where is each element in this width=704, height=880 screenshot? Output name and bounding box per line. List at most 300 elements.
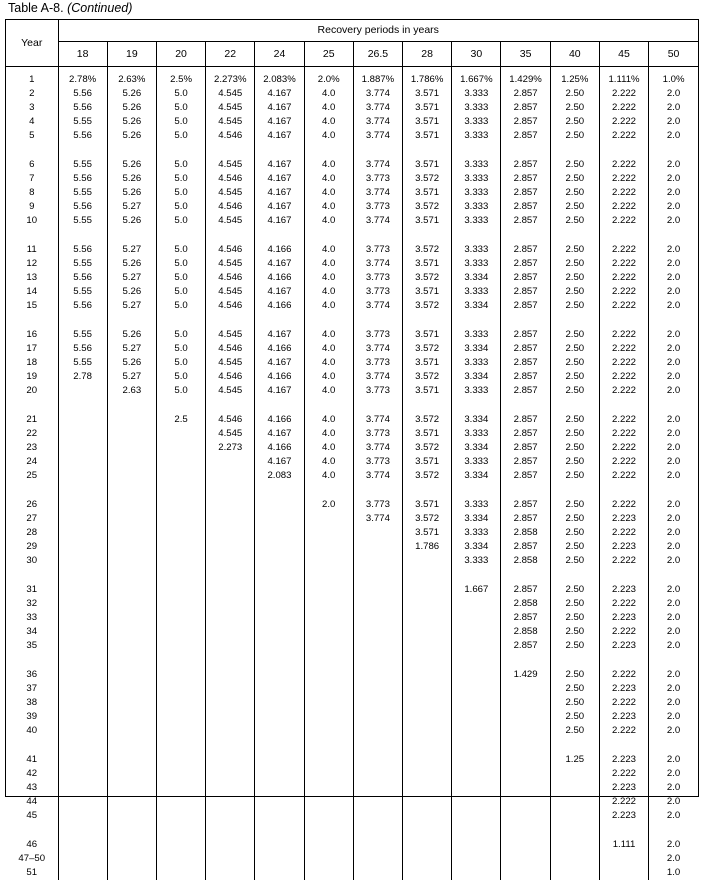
period-column-19-cell: 5.26 <box>122 87 142 99</box>
row-group-gap <box>108 398 156 413</box>
period-column-18-cell <box>59 781 107 795</box>
row-group-gap <box>157 143 205 158</box>
row-group-gap <box>403 228 451 243</box>
period-column-30-cell: 3.333 <box>464 554 489 566</box>
period-column-26-5-cell: 3.774 <box>365 214 390 226</box>
period-column-22-cell <box>206 597 254 611</box>
period-column-19-cell: 5.26 <box>122 356 142 368</box>
period-column-50 <box>649 66 698 880</box>
row-group-gap <box>354 313 402 328</box>
period-column-22-cell: 2.273 <box>218 441 243 453</box>
period-column-19-cell: 5.26 <box>122 158 142 170</box>
period-column-19-cell <box>108 639 156 653</box>
period-column-40-cell <box>551 838 599 852</box>
period-column-19-cell <box>108 710 156 724</box>
header-recovery-periods: Recovery periods in years <box>58 20 698 41</box>
period-column-50-cell: 2.0 <box>666 271 681 283</box>
row-group-gap <box>354 823 402 838</box>
period-column-20-cell <box>157 710 205 724</box>
row-group-gap <box>59 398 107 413</box>
period-column-22-cell: 4.545 <box>218 115 243 127</box>
period-column-28-cell <box>403 611 451 625</box>
period-column-45-cell: 2.222 <box>612 172 637 184</box>
period-column-25 <box>304 66 353 880</box>
year-column-cell: 42 <box>26 767 38 779</box>
period-column-19-cell <box>108 583 156 597</box>
period-column-26-5-cell: 3.773 <box>365 200 390 212</box>
period-column-26-5-cell: 3.774 <box>365 512 390 524</box>
row-group-gap <box>108 143 156 158</box>
period-column-35-cell <box>501 696 549 710</box>
period-column-20-cell: 5.0 <box>174 384 188 396</box>
period-column-25-cell <box>305 838 353 852</box>
period-column-18-cell <box>59 455 107 469</box>
period-column-30-cell: 3.333 <box>464 87 489 99</box>
period-column-26-5-cell: 3.773 <box>365 356 390 368</box>
period-column-25-cell: 4.0 <box>322 186 336 198</box>
period-column-19-cell <box>108 611 156 625</box>
period-column-35-cell: 2.857 <box>513 299 538 311</box>
period-column-20-cell <box>157 540 205 554</box>
period-column-28-cell: 3.572 <box>415 342 440 354</box>
period-column-45-cell: 2.223 <box>612 809 637 821</box>
period-column-20-cell: 5.0 <box>174 186 188 198</box>
row-group-gap <box>551 483 599 498</box>
period-column-26-5-cell <box>354 540 402 554</box>
period-column-22-cell: 4.545 <box>218 257 243 269</box>
year-column-cell: 51 <box>26 866 38 878</box>
period-column-50-cell: 2.0 <box>666 129 681 141</box>
period-column-45-cell: 2.222 <box>612 668 637 680</box>
row-group-gap <box>452 823 500 838</box>
period-column-50-cell: 2.0 <box>666 526 681 538</box>
row-group-gap <box>157 228 205 243</box>
period-column-28-cell: 3.571 <box>415 101 440 113</box>
period-column-20-cell: 2.5% <box>170 73 192 85</box>
period-column-45-cell: 2.222 <box>612 299 637 311</box>
row-group-gap <box>354 483 402 498</box>
period-column-35-cell: 2.857 <box>513 469 538 481</box>
year-column-cell: 6 <box>29 158 35 170</box>
period-column-28-cell: 3.571 <box>415 158 440 170</box>
period-column-40-cell: 2.50 <box>565 299 585 311</box>
period-column-50-cell: 2.0 <box>666 767 681 779</box>
period-column-20-cell <box>157 781 205 795</box>
period-column-50-cell: 2.0 <box>666 285 681 297</box>
period-column-40-cell: 2.50 <box>565 186 585 198</box>
period-column-35-cell <box>501 682 549 696</box>
period-column-35-cell: 2.858 <box>513 526 538 538</box>
period-column-28-cell: 3.572 <box>415 172 440 184</box>
period-column-45-cell: 2.223 <box>612 512 637 524</box>
period-column-24-cell: 4.166 <box>267 441 292 453</box>
row-group-gap <box>501 653 549 668</box>
period-column-18-cell <box>59 413 107 427</box>
row-group-gap <box>649 823 698 838</box>
row-group-gap <box>551 823 599 838</box>
period-column-35-cell <box>501 724 549 738</box>
row-group-gap <box>6 483 58 498</box>
row-group-gap <box>551 228 599 243</box>
period-column-24-cell: 4.167 <box>267 427 292 439</box>
period-column-28-cell <box>403 625 451 639</box>
period-column-28-cell <box>403 682 451 696</box>
row-group-gap <box>551 143 599 158</box>
period-column-24-cell: 4.167 <box>267 384 292 396</box>
row-group-gap <box>206 653 254 668</box>
period-column-25-cell <box>305 795 353 809</box>
period-column-18-cell <box>59 809 107 823</box>
row-group-gap <box>6 738 58 753</box>
period-column-20-cell <box>157 498 205 512</box>
period-column-45-cell: 2.222 <box>612 413 637 425</box>
period-column-20-cell: 5.0 <box>174 299 188 311</box>
period-column-45-cell: 2.222 <box>612 285 637 297</box>
period-column-20-cell: 5.0 <box>174 87 188 99</box>
row-group-gap <box>255 738 303 753</box>
period-column-28-cell: 3.571 <box>415 214 440 226</box>
period-column-28-cell <box>403 597 451 611</box>
period-column-50-cell: 2.0 <box>666 115 681 127</box>
period-column-40-cell: 2.50 <box>565 512 585 524</box>
period-column-26-5-cell <box>354 682 402 696</box>
period-column-45-cell: 2.222 <box>612 271 637 283</box>
period-column-25-cell: 4.0 <box>322 285 336 297</box>
depreciation-table <box>6 20 698 880</box>
period-column-26-5-cell <box>354 781 402 795</box>
period-column-28-cell: 3.571 <box>415 257 440 269</box>
period-column-45-cell: 2.223 <box>612 639 637 651</box>
period-column-45-cell: 2.222 <box>612 696 637 708</box>
year-column-cell: 31 <box>26 583 38 595</box>
period-column-24-cell: 4.167 <box>267 172 292 184</box>
period-column-18-cell: 5.55 <box>73 186 92 198</box>
period-column-19-cell: 5.27 <box>122 342 142 354</box>
row-group-gap <box>157 398 205 413</box>
period-column-22-cell <box>206 710 254 724</box>
caption-continued: (Continued) <box>67 1 133 15</box>
period-column-40-cell: 2.50 <box>565 724 585 736</box>
period-column-19 <box>107 66 156 880</box>
row-group-gap <box>403 568 451 583</box>
period-column-24-cell <box>255 611 303 625</box>
year-column-cell: 14 <box>26 285 38 297</box>
period-column-22-cell <box>206 767 254 781</box>
year-column-cell: 38 <box>26 696 38 708</box>
year-column-cell: 34 <box>26 625 38 637</box>
row-group-gap <box>452 653 500 668</box>
period-column-25-cell <box>305 781 353 795</box>
period-column-45-cell: 2.222 <box>612 115 637 127</box>
period-column-19-cell: 5.27 <box>122 299 142 311</box>
period-column-28-cell <box>403 795 451 809</box>
period-column-24-cell: 4.167 <box>267 455 292 467</box>
period-column-26-5-cell: 3.773 <box>365 498 390 510</box>
period-column-20-cell <box>157 668 205 682</box>
period-column-35-cell: 2.857 <box>513 512 538 524</box>
period-column-35-cell: 2.857 <box>513 540 538 552</box>
period-column-45-cell: 2.222 <box>612 724 637 736</box>
period-column-25-cell: 4.0 <box>322 469 336 481</box>
period-column-22-cell: 4.546 <box>218 172 243 184</box>
year-column-cell: 13 <box>26 271 38 283</box>
period-column-25-cell: 4.0 <box>322 427 336 439</box>
period-column-28-cell: 3.571 <box>415 186 440 198</box>
row-group-gap <box>649 398 698 413</box>
period-column-19-cell <box>108 526 156 540</box>
year-column-cell: 23 <box>26 441 38 453</box>
period-column-30-cell <box>452 795 500 809</box>
row-group-gap <box>305 738 353 753</box>
row-group-gap <box>354 398 402 413</box>
period-column-45-cell: 2.222 <box>612 526 637 538</box>
period-column-40-cell: 2.50 <box>565 384 585 396</box>
period-column-35-cell: 2.857 <box>513 342 538 354</box>
period-column-40-cell: 2.50 <box>565 696 585 708</box>
period-column-30-cell: 3.333 <box>464 158 489 170</box>
period-column-18-cell: 5.56 <box>73 101 92 113</box>
row-group-gap <box>6 568 58 583</box>
period-column-45-cell: 2.223 <box>612 781 637 793</box>
period-column-35-cell: 2.857 <box>513 413 538 425</box>
year-column-cell: 36 <box>26 668 38 680</box>
period-column-45-cell: 2.223 <box>612 583 637 595</box>
period-column-20-cell <box>157 809 205 823</box>
period-column-26-5-cell: 3.774 <box>365 186 390 198</box>
row-group-gap <box>255 483 303 498</box>
period-column-22-cell <box>206 753 254 767</box>
period-column-18-cell: 5.56 <box>73 172 92 184</box>
period-column-45-cell: 2.222 <box>612 625 637 637</box>
row-group-gap <box>354 228 402 243</box>
period-column-24-cell: 4.166 <box>267 370 292 382</box>
period-column-18-cell: 5.55 <box>73 328 92 340</box>
period-column-26-5-cell <box>354 625 402 639</box>
period-column-50-cell: 2.0 <box>666 87 681 99</box>
period-column-20-cell: 5.0 <box>174 200 188 212</box>
period-column-18 <box>58 66 107 880</box>
period-column-22-cell <box>206 583 254 597</box>
row-group-gap <box>59 823 107 838</box>
year-column-cell: 8 <box>29 186 35 198</box>
period-column-50-cell: 2.0 <box>666 795 681 807</box>
period-column-22-cell: 4.546 <box>218 370 243 382</box>
period-column-45-cell: 2.222 <box>612 597 637 609</box>
year-column-cell: 2 <box>29 87 35 99</box>
period-column-35-cell: 2.857 <box>513 257 538 269</box>
period-column-19-cell: 5.26 <box>122 115 142 127</box>
period-column-26-5-cell <box>354 583 402 597</box>
period-column-35-cell: 2.857 <box>513 101 538 113</box>
period-column-19-cell: 5.26 <box>122 214 142 226</box>
period-column-22-cell: 4.546 <box>218 243 243 255</box>
period-column-45-cell: 2.222 <box>612 498 637 510</box>
period-column-45-cell: 2.222 <box>612 342 637 354</box>
period-column-18-cell <box>59 767 107 781</box>
year-column-cell: 24 <box>26 455 38 467</box>
period-column-50-cell: 2.0 <box>666 597 681 609</box>
period-column-30-cell: 3.334 <box>464 370 489 382</box>
period-column-20-cell: 5.0 <box>174 115 188 127</box>
period-column-30-cell: 3.333 <box>464 328 489 340</box>
period-column-22-cell: 4.546 <box>218 299 243 311</box>
period-column-40-cell <box>551 852 599 866</box>
row-group-gap <box>157 313 205 328</box>
period-column-30-cell: 3.333 <box>464 526 489 538</box>
period-column-40-cell: 2.50 <box>565 625 585 637</box>
row-group-gap <box>255 823 303 838</box>
period-column-30-cell: 3.333 <box>464 427 489 439</box>
row-group-gap <box>501 143 549 158</box>
period-column-18-cell <box>59 427 107 441</box>
header-period-35: 35 <box>501 41 550 66</box>
period-column-19-cell: 5.27 <box>122 243 142 255</box>
period-column-26-5-cell: 3.773 <box>365 271 390 283</box>
period-column-25-cell <box>305 852 353 866</box>
period-column-28-cell: 3.571 <box>415 328 440 340</box>
period-column-40 <box>550 66 599 880</box>
period-column-40-cell: 2.50 <box>565 682 585 694</box>
period-column-45-cell: 2.222 <box>612 158 637 170</box>
period-column-25-cell <box>305 554 353 568</box>
period-column-19-cell: 5.27 <box>122 200 142 212</box>
period-column-18-cell: 5.56 <box>73 200 92 212</box>
period-column-50-cell: 2.0 <box>666 370 681 382</box>
period-column-26-5-cell: 3.774 <box>365 469 390 481</box>
period-column-20-cell <box>157 682 205 696</box>
period-column-20-cell <box>157 427 205 441</box>
period-column-20-cell <box>157 753 205 767</box>
period-column-40-cell: 2.50 <box>565 271 585 283</box>
row-group-gap <box>305 398 353 413</box>
period-column-45-cell: 2.222 <box>612 767 637 779</box>
period-column-28-cell <box>403 767 451 781</box>
period-column-18-cell: 5.56 <box>73 87 92 99</box>
period-column-22-cell <box>206 866 254 880</box>
period-column-18-cell <box>59 597 107 611</box>
year-column-cell: 35 <box>26 639 38 651</box>
period-column-26-5-cell: 3.773 <box>365 243 390 255</box>
period-column-40-cell: 2.50 <box>565 101 585 113</box>
period-column-50-cell: 2.0 <box>666 540 681 552</box>
year-column-cell: 32 <box>26 597 38 609</box>
row-group-gap <box>305 568 353 583</box>
year-column-cell: 5 <box>29 129 35 141</box>
row-group-gap <box>600 653 648 668</box>
period-column-22 <box>206 66 255 880</box>
period-column-35-cell: 2.857 <box>513 129 538 141</box>
period-column-25-cell <box>305 639 353 653</box>
period-column-25-cell <box>305 866 353 880</box>
period-column-26-5-cell: 3.774 <box>365 299 390 311</box>
period-column-22-cell: 2.273% <box>213 73 247 85</box>
period-column-18-cell <box>59 696 107 710</box>
period-column-24-cell: 4.166 <box>267 413 292 425</box>
period-column-26-5-cell <box>354 597 402 611</box>
table-caption <box>8 1 132 16</box>
period-column-26-5-cell: 3.774 <box>365 257 390 269</box>
row-group-gap <box>255 313 303 328</box>
period-column-20 <box>156 66 205 880</box>
header-period-20: 20 <box>156 41 205 66</box>
year-column-cell: 43 <box>26 781 38 793</box>
period-column-50-cell: 1.0% <box>662 73 685 85</box>
period-column-35-cell: 2.857 <box>513 441 538 453</box>
period-column-28-cell <box>403 696 451 710</box>
period-column-35-cell: 2.857 <box>513 271 538 283</box>
row-group-gap <box>649 568 698 583</box>
period-column-40-cell: 2.50 <box>565 639 585 651</box>
period-column-19-cell: 5.26 <box>122 129 142 141</box>
year-column <box>6 66 58 880</box>
period-column-50-cell: 2.0 <box>666 455 681 467</box>
period-column-25-cell: 4.0 <box>322 413 336 425</box>
period-column-19-cell <box>108 498 156 512</box>
row-group-gap <box>354 143 402 158</box>
year-column-cell: 18 <box>26 356 38 368</box>
period-column-30-cell <box>452 597 500 611</box>
period-column-24-cell: 4.167 <box>267 285 292 297</box>
period-column-20-cell <box>157 724 205 738</box>
period-column-28-cell <box>403 866 451 880</box>
period-column-30-cell: 3.334 <box>464 413 489 425</box>
row-group-gap <box>6 398 58 413</box>
period-column-20-cell: 5.0 <box>174 328 188 340</box>
period-column-19-cell: 5.26 <box>122 172 142 184</box>
row-group-gap <box>501 398 549 413</box>
period-column-19-cell <box>108 427 156 441</box>
period-column-25-cell <box>305 696 353 710</box>
period-column-22-cell: 4.545 <box>218 214 243 226</box>
row-group-gap <box>403 653 451 668</box>
period-column-19-cell: 5.26 <box>122 101 142 113</box>
period-column-35-cell <box>501 710 549 724</box>
period-column-25-cell: 4.0 <box>322 271 336 283</box>
period-column-24-cell <box>255 597 303 611</box>
period-column-28-cell: 3.571 <box>415 285 440 297</box>
period-column-28-cell: 3.571 <box>415 526 440 538</box>
period-column-50-cell: 2.0 <box>666 214 681 226</box>
period-column-24-cell: 4.167 <box>267 115 292 127</box>
period-column-24 <box>255 66 304 880</box>
header-period-40: 40 <box>550 41 599 66</box>
period-column-45-cell: 2.223 <box>612 710 637 722</box>
period-column-30-cell <box>452 611 500 625</box>
period-column-18-cell <box>59 540 107 554</box>
period-column-26-5-cell <box>354 724 402 738</box>
period-column-18-cell <box>59 611 107 625</box>
year-column-cell: 21 <box>26 413 38 425</box>
period-column-18-cell <box>59 682 107 696</box>
period-column-35-cell <box>501 809 549 823</box>
row-group-gap <box>206 398 254 413</box>
period-column-50-cell: 2.0 <box>666 101 681 113</box>
period-column-45-cell: 2.222 <box>612 427 637 439</box>
period-column-20-cell <box>157 625 205 639</box>
period-column-35-cell: 2.857 <box>513 370 538 382</box>
period-column-25-cell <box>305 753 353 767</box>
period-column-35-cell: 1.429 <box>513 668 538 680</box>
period-column-26-5-cell: 3.774 <box>365 370 390 382</box>
period-column-45-cell <box>600 866 648 880</box>
period-column-35-cell <box>501 795 549 809</box>
year-column-cell: 17 <box>26 342 38 354</box>
year-column-cell: 1 <box>29 73 35 85</box>
period-column-30-cell <box>452 639 500 653</box>
row-group-gap <box>551 738 599 753</box>
period-column-19-cell: 5.26 <box>122 285 142 297</box>
row-group-gap <box>403 143 451 158</box>
